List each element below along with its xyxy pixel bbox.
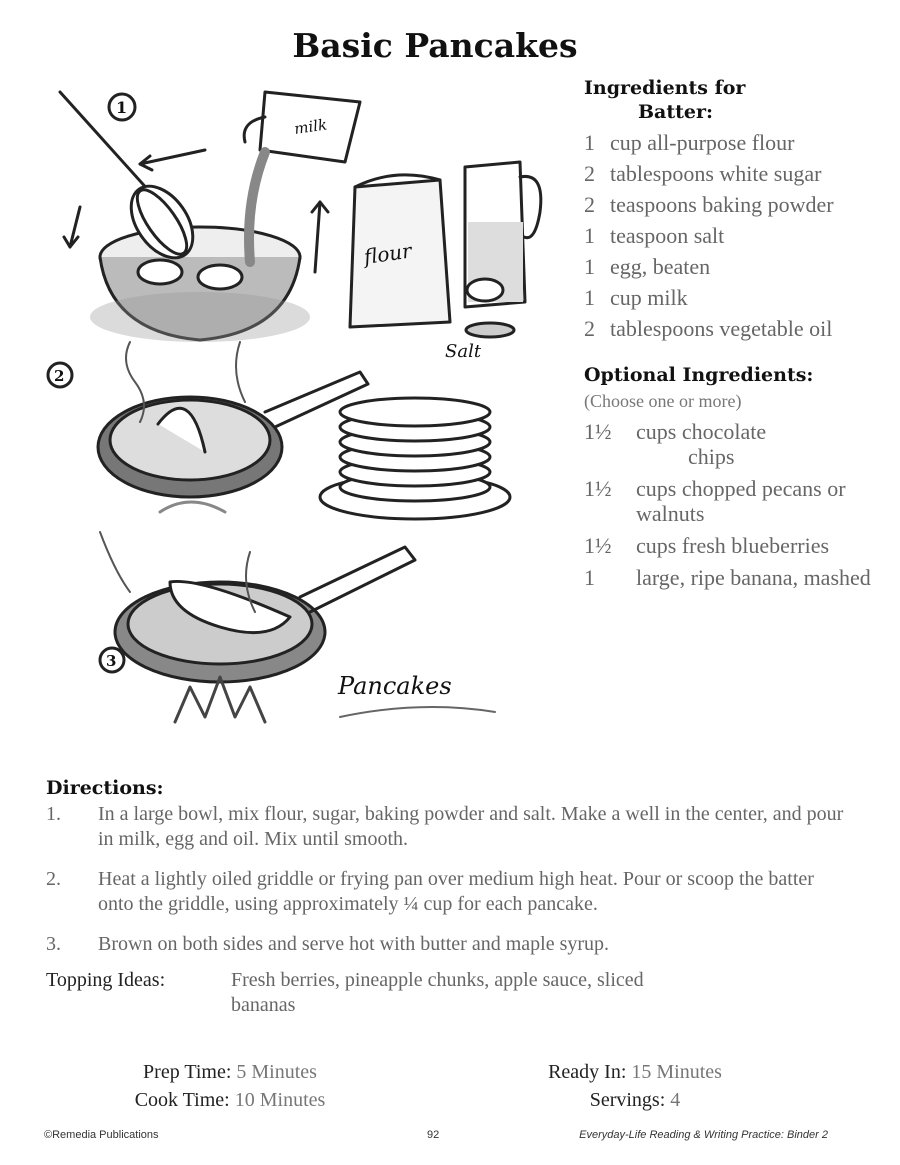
ready-label: Ready In: — [548, 1061, 627, 1083]
footer-page-number: 92 — [427, 1129, 440, 1141]
topping-value: Fresh berries, pineapple chunks, apple sauce, sliced bananas — [231, 969, 644, 1016]
optional-text: large, ripe banana, mashed — [636, 565, 871, 590]
step-3-number: 3 — [106, 652, 117, 670]
batter-qty: 2 — [584, 316, 595, 341]
signature-label: Pancakes — [338, 672, 452, 700]
optional-item — [584, 476, 884, 526]
step-text: Heat a lightly oiled griddle or frying pan over medium high heat. Pour or scoop the batter onto the griddle, using approximately ¼ cup for each pancake. — [98, 868, 814, 915]
footer-series-title: Everyday-Life Reading & Writing Practice: Binder 2 — [579, 1129, 828, 1141]
batter-text: teaspoon salt — [610, 223, 725, 248]
step-text: In a large bowl, mix flour, sugar, baking powder and salt. Make a well in the center, and pour in milk, egg and oil. Mix until smooth. — [98, 803, 844, 850]
optional-text: cups fresh blueberries — [636, 533, 830, 558]
servings-value: 4 — [670, 1089, 681, 1111]
batter-text: cup milk — [610, 285, 688, 310]
batter-item — [584, 223, 884, 248]
batter-item — [584, 316, 884, 341]
batter-text: egg, beaten — [610, 254, 711, 279]
batter-qty: 2 — [584, 161, 595, 186]
topping-ideas — [46, 968, 846, 1018]
batter-qty: 1 — [584, 254, 595, 279]
optional-heading: Optional Ingredients: — [584, 364, 814, 386]
optional-item — [584, 533, 884, 558]
optional-note: (Choose one or more) — [584, 391, 742, 411]
prep-label: Prep Time: — [143, 1061, 232, 1083]
batter-text: tablespoons vegetable oil — [610, 316, 833, 341]
batter-item — [584, 254, 884, 279]
batter-heading-line2: Batter: — [638, 101, 714, 123]
ingredients-panel — [584, 76, 884, 590]
optional-qty: 1 — [584, 565, 595, 590]
footer-copyright: ©Remedia Publications — [44, 1129, 159, 1141]
batter-item — [584, 161, 884, 186]
direction-step — [46, 867, 846, 917]
batter-text: tablespoons white sugar — [610, 161, 822, 186]
batter-heading — [584, 76, 884, 124]
cook-value: 10 Minutes — [234, 1089, 326, 1111]
prep-value: 5 Minutes — [236, 1061, 317, 1083]
step-1-number: 1 — [116, 98, 128, 117]
prep-time — [80, 1058, 380, 1086]
servings-label: Servings: — [589, 1089, 666, 1111]
cook-label: Cook Time: — [134, 1089, 230, 1111]
batter-text: teaspoons baking powder — [610, 192, 834, 217]
direction-step — [46, 932, 846, 957]
batter-item — [584, 130, 884, 155]
ready-value: 15 Minutes — [631, 1061, 722, 1083]
directions-heading: Directions: — [46, 777, 164, 799]
optional-text-line2: chips — [688, 444, 735, 469]
optional-qty: 1½ — [584, 533, 612, 558]
pancake-illustration — [40, 72, 580, 772]
batter-qty: 1 — [584, 285, 595, 310]
step-text: Brown on both sides and serve hot with butter and maple syrup. — [98, 933, 610, 955]
optional-text: cups chocolate — [636, 419, 767, 444]
directions-section — [46, 776, 846, 1018]
optional-qty: 1½ — [584, 476, 612, 501]
flour-label: flour — [362, 238, 414, 269]
servings — [480, 1086, 790, 1114]
cook-time — [80, 1086, 380, 1114]
batter-heading-line1: Ingredients for — [584, 77, 746, 99]
optional-qty: 1½ — [584, 419, 612, 444]
step-2-number: 2 — [54, 367, 65, 385]
salt-label: Salt — [445, 341, 482, 362]
topping-label: Topping Ideas: — [46, 969, 166, 991]
optional-item — [584, 419, 884, 469]
batter-qty: 1 — [584, 130, 595, 155]
step-number: 3. — [46, 933, 61, 955]
page-title: Basic Pancakes — [292, 26, 578, 65]
milk-label: milk — [293, 115, 329, 138]
optional-text: cups chopped pecans or walnuts — [636, 476, 846, 526]
batter-item — [584, 192, 884, 217]
direction-step — [46, 802, 846, 852]
batter-text: cup all-purpose flour — [610, 130, 795, 155]
batter-qty: 1 — [584, 223, 595, 248]
ready-in — [480, 1058, 790, 1086]
batter-qty: 2 — [584, 192, 595, 217]
step-number: 1. — [46, 803, 61, 825]
batter-item — [584, 285, 884, 310]
optional-item — [584, 565, 884, 590]
step-number: 2. — [46, 868, 61, 890]
